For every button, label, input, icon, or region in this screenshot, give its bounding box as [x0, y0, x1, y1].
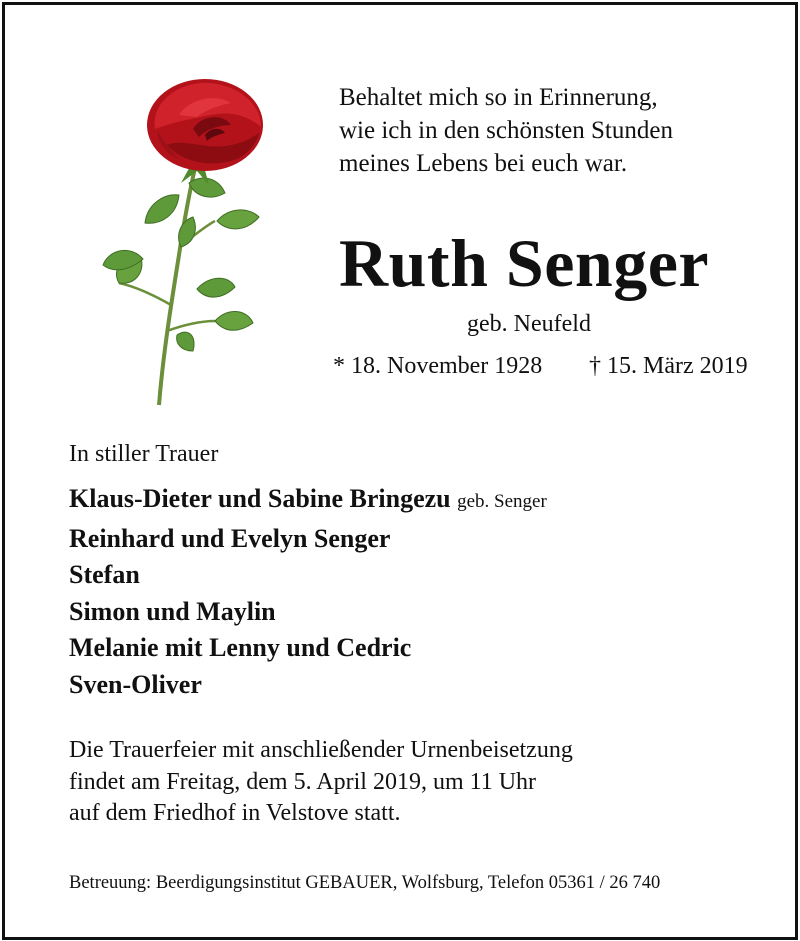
maiden-name: geb. Neufeld	[467, 311, 591, 337]
mourner-name: Sven-Oliver	[69, 669, 202, 699]
funeral-home-footer: Betreuung: Beerdigungsinstitut GEBAUER, Wolfsburg, Telefon 05361 / 26 740	[69, 873, 661, 893]
memorial-verse	[339, 81, 673, 180]
mourner-name-suffix: geb. Senger	[457, 491, 547, 512]
rose-icon	[97, 75, 273, 407]
funeral-service-info	[69, 735, 573, 830]
verse-line: Behaltet mich so in Erinnerung,	[339, 84, 658, 111]
verse-line: meines Lebens bei euch war.	[339, 150, 628, 177]
obituary-notice	[2, 2, 798, 940]
service-line: auf dem Friedhof in Velstove statt.	[69, 800, 401, 826]
mourner-name-text: Klaus-Dieter und Sabine Bringezu	[69, 484, 451, 513]
mourner-name: Reinhard und Evelyn Senger	[69, 523, 391, 553]
death-date: † 15. März 2019	[589, 353, 748, 379]
service-line: Die Trauerfeier mit anschließender Urnenbeisetzung	[69, 737, 573, 763]
service-line: findet am Freitag, dem 5. April 2019, um 11 Uhr	[69, 768, 537, 795]
birth-date: * 18. November 1928	[333, 353, 543, 379]
mourner-name: Stefan	[69, 560, 140, 589]
mourner-name: Melanie mit Lenny und Cedric	[69, 633, 412, 662]
mourner-name	[69, 481, 547, 521]
mourner-name: Simon und Maylin	[69, 596, 276, 626]
mourners-list	[69, 481, 547, 703]
mourning-intro: In stiller Trauer	[69, 441, 219, 467]
verse-line: wie ich in den schönsten Stunden	[339, 117, 673, 144]
deceased-name: Ruth Senger	[339, 225, 710, 301]
